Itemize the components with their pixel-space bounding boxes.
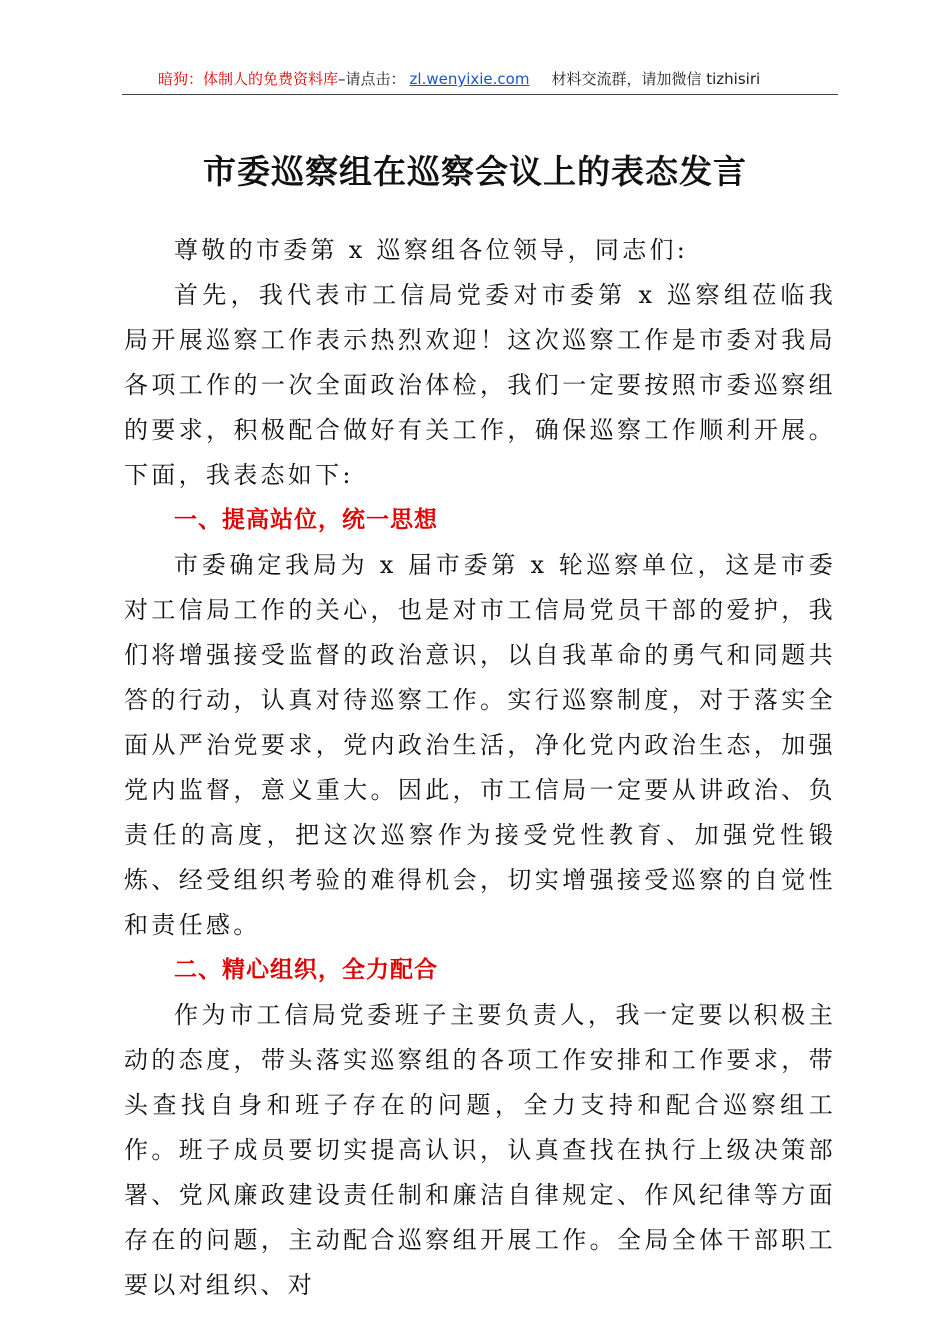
- section-1-paragraph: 市委确定我局为 x 届市委第 x 轮巡察单位，这是市委对工信局工作的关心，也是对市工信局党员干部的爱护，我们将增强接受监督的政治意识，以自我革命的勇气和同题共答的行动，认真对待巡察工作。实行巡察制度，对于落实全面从严治党要求，党内政治生活，净化党内政治生态，加强党内监督，意义重大。因此，市工信局一定要从讲政治、负责任的高度，把这次巡察作为接受党性教育、加强党性锻炼、经受组织考验的难得机会，切实增强接受巡察的自觉性和责任感。: [124, 551, 836, 939]
- section-1-heading: 一、提高站位，统一思想: [174, 507, 438, 533]
- page-header: [122, 64, 838, 95]
- section-2-heading: 二、精心组织，全力配合: [174, 957, 438, 983]
- salutation: 尊敬的市委第 x 巡察组各位领导，同志们:: [174, 236, 689, 264]
- header-click-prefix: –请点击：: [338, 70, 406, 88]
- header-note: 材料交流群，请加微信 tizhisiri: [551, 70, 761, 88]
- section-2-paragraph: 作为市工信局党委班子主要负责人，我一定要以积极主动的态度，带头落实巡察组的各项工作安排和工作要求，带头查找自身和班子存在的问题，全力支持和配合巡察组工作。班子成员要切实提高认识，认真查找在执行上级决策部署、党风廉政建设责任制和廉洁自律规定、作风纪律等方面存在的问题，主动配合巡察组开展工作。全局全体干部职工要以对组织、对: [124, 1001, 836, 1299]
- header-brand: 暗狗：体制人的免费资料库: [158, 70, 339, 88]
- document-title: 市委巡察组在巡察会议上的表态发言: [203, 152, 747, 191]
- header-link[interactable]: zl.wenyixie.com: [409, 70, 530, 88]
- intro-paragraph: 首先，我代表市工信局党委对市委第 x 巡察组莅临我局开展巡察工作表示热烈欢迎！这次巡察工作是市委对我局各项工作的一次全面政治体检，我们一定要按照市委巡察组的要求，积极配合做好有关工作，确保巡察工作顺利开展。下面，我表态如下:: [124, 281, 836, 489]
- document-body: [124, 228, 836, 1308]
